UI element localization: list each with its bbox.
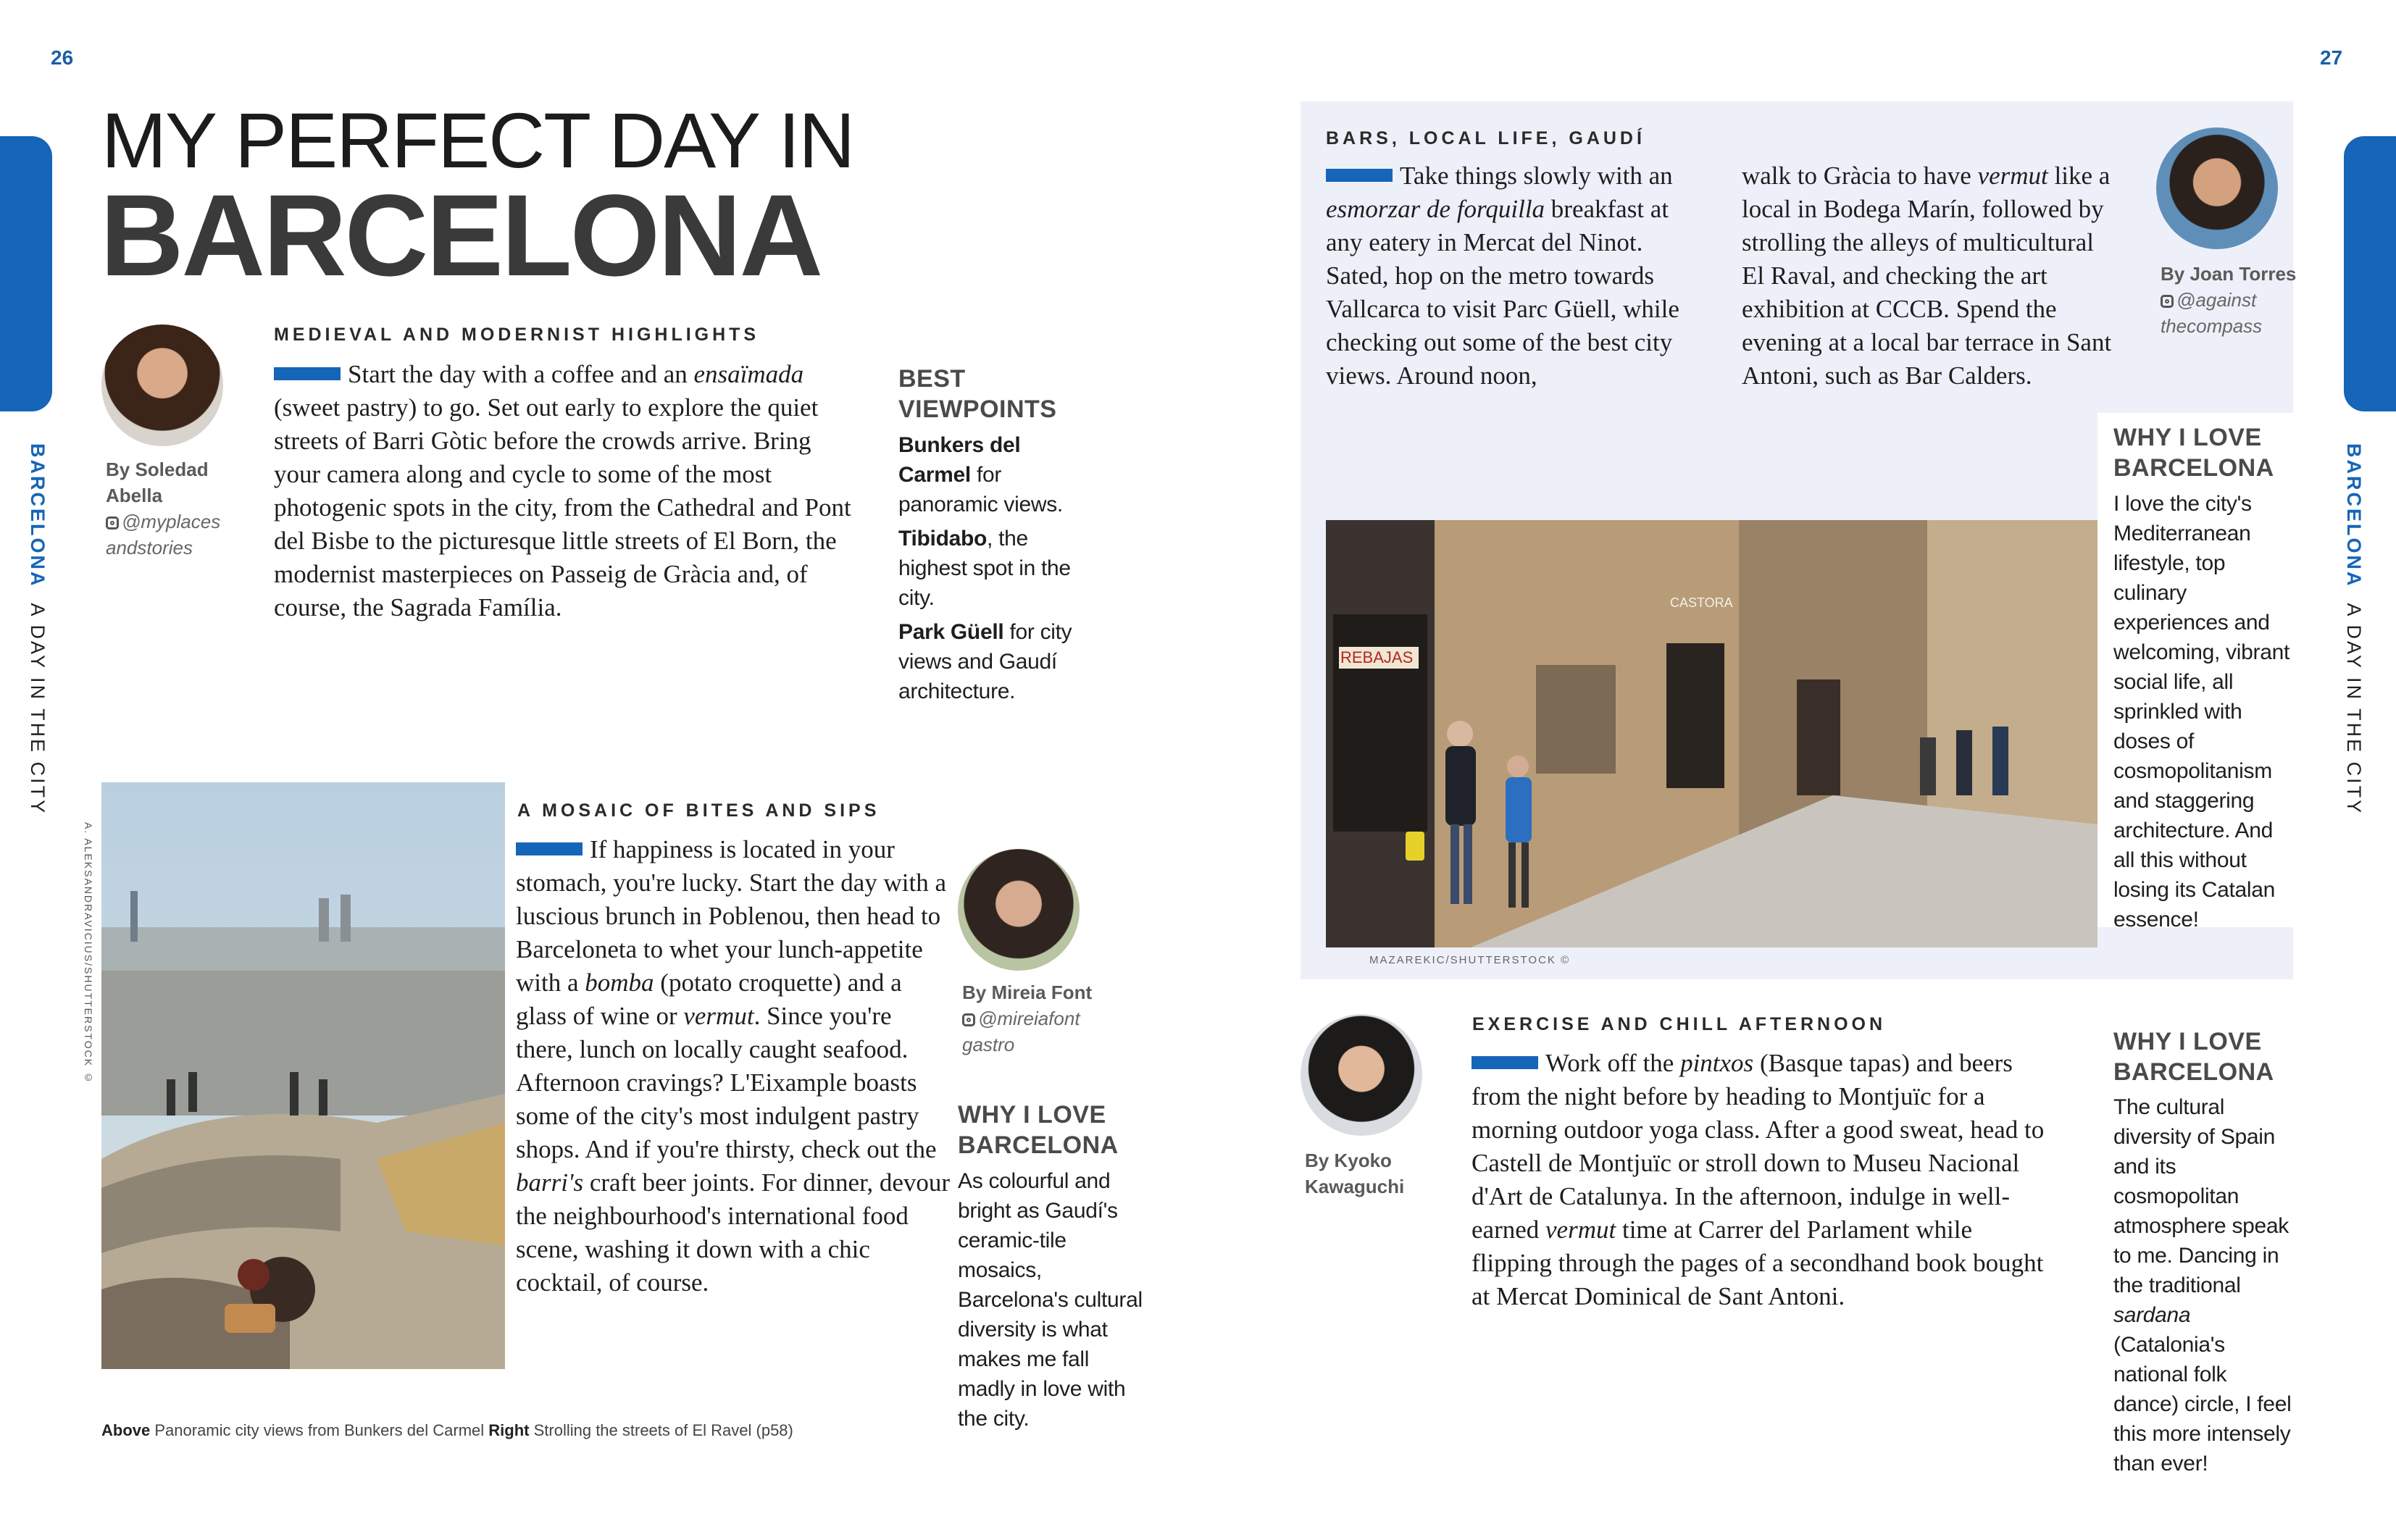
accent-bar	[1472, 1056, 1538, 1069]
page-number-left: 26	[51, 46, 74, 69]
photo-bunkers-del-carmel	[101, 782, 505, 1369]
viewpoints-list: Bunkers del Carmel for panoramic views. Tibidabo, the highest spot in the city. Park Güell for city views and Gaudí architecture.	[898, 433, 1072, 703]
instagram-icon	[2161, 295, 2174, 308]
shop-sign-rebajas: REBAJAS	[1340, 648, 1414, 666]
section-body-bars-col1: Take things slowly with an esmorzar de forquilla breakfast at any eatery in Mercat del Ninot. Sated, hop on the metro towards Vallcarca to visit Parc Güell, while checking out some of the best city views. Around noon,	[1326, 162, 1679, 390]
page-title-line1: MY PERFECT DAY IN	[101, 96, 854, 184]
section-heading-bars: BARS, LOCAL LIFE, GAUDÍ	[1326, 128, 1645, 148]
section-body-mosaic: If happiness is located in your stomach, you're lucky. Start the day with a luscious brunch in Poblenou, then head to Barceloneta to whet your lunch-appetite with a bomba (potato croquette) and a glass of wine or vermut. Since you're there, lunch on locally caught seafood. Afternoon cravings? L'Eixample boasts some of the city's most indulgent pastry shops. And if you're thirsty, check out the barri's craft beer joints. For dinner, devour the neighbourhood's international food scene, washing it down with a chic cocktail, of course.	[516, 835, 951, 1297]
page-title-line2: BARCELONA	[100, 170, 822, 300]
street-illustration	[1326, 520, 2097, 947]
shop-sign-castora: CASTORA	[1670, 595, 1733, 610]
section-body-bars-col2: walk to Gràcia to have vermut like a local in Bodega Marín, followed by strolling the alleys of multicultural El Raval, and checking the art exhibition at CCCB. Spend the evening at a local bar terrace in Sant Antoni, such as Bar Calders.	[1742, 162, 2112, 390]
viewpoints-heading: BEST VIEWPOINTS	[898, 365, 1057, 423]
photo-el-raval-street	[1326, 520, 2097, 947]
accent-bar	[274, 367, 341, 380]
photo-caption: Above Panoramic city views from Bunkers del Carmel Right Strolling the streets of El Ravel (p58)	[101, 1421, 793, 1439]
instagram-icon	[106, 516, 119, 530]
byline-kyoko-kawaguchi: By Kyoko Kawaguchi	[1305, 1150, 1405, 1197]
section-heading-mosaic: A MOSAIC OF BITES AND SIPS	[517, 800, 880, 821]
accent-bar	[516, 842, 583, 855]
section-heading-exercise: EXERCISE AND CHILL AFTERNOON	[1472, 1014, 1887, 1034]
page-number-right: 27	[2320, 46, 2343, 69]
why-i-love-text-kyoko: The cultural diversity of Spain and its cosmopolitan atmosphere speak to me. Dancing in the traditional sardana (Catalonia's national folk dance) circle, I feel this more intensely than ever!	[2113, 1095, 2292, 1476]
section-heading-medieval: MEDIEVAL AND MODERNIST HIGHLIGHTS	[274, 325, 760, 345]
side-label-left: BARCELONA A DAY IN THE CITY	[27, 443, 49, 816]
avatar-kyoko-kawaguchi	[1301, 1014, 1422, 1136]
section-body-exercise: Work off the pintxos (Basque tapas) and beers from the night before by heading to Montjuïc for a morning outdoor yoga class. After a good sweat, head to Castell de Montjuïc or stroll down to Museu Nacional d'Art de Catalunya. In the afternoon, indulge in well-earned vermut time at Carrer del Parlament while flipping through the pages of a secondhand book bought at Mercat Dominical de Sant Antoni.	[1472, 1049, 2045, 1310]
why-i-love-text-joan: I love the city's Mediterranean lifestyle, top culinary experiences and welcoming, vibrant social life, all sprinkled with doses of cosmopolitanism and staggering architecture. And all this without losing its Catalan essence!	[2113, 492, 2290, 932]
side-tab-left	[0, 136, 52, 411]
avatar-soledad-abella	[101, 325, 223, 446]
instagram-icon	[962, 1013, 975, 1026]
byline-joan-torres: By Joan Torres @against thecompass	[2161, 263, 2297, 337]
why-i-love-heading-mireia: WHY I LOVE BARCELONA	[958, 1101, 1119, 1159]
side-tab-right	[2344, 136, 2396, 411]
accent-bar	[1326, 169, 1393, 182]
section-body-medieval: Start the day with a coffee and an ensaïmada (sweet pastry) to go. Set out early to explore the quiet streets of Barri Gòtic before the crowds arrive. Bring your camera along and cycle to some of the most photogenic spots in the city, from the Cathedral and Pont del Bisbe to the picturesque little streets of El Born, the modernist masterpieces on Passeig de Gràcia and, of course, the Sagrada Família.	[274, 360, 851, 622]
why-i-love-text-mireia: As colourful and bright as Gaudí's ceramic-tile mosaics, Barcelona's cultural diversity is what makes me fall madly in love with the city.	[958, 1169, 1143, 1431]
byline-mireia-font: By Mireia Font @mireiafont gastro	[962, 982, 1093, 1055]
side-label-right: BARCELONA A DAY IN THE CITY	[2343, 443, 2365, 816]
byline-soledad-abella: By Soledad Abella @myplaces andstories	[106, 459, 221, 558]
photo-credit-right: MAZAREKIC/SHUTTERSTOCK ©	[1369, 954, 1571, 966]
avatar-joan-torres	[2156, 127, 2278, 249]
photo-credit-left: A. ALEKSANDRAVICIUS/SHUTTERSTOCK ©	[83, 822, 94, 1084]
why-i-love-heading-joan: WHY I LOVE BARCELONA	[2113, 424, 2274, 482]
why-i-love-heading-kyoko: WHY I LOVE BARCELONA	[2113, 1028, 2274, 1086]
panorama-illustration	[101, 782, 505, 1369]
avatar-mireia-font	[958, 849, 1080, 971]
